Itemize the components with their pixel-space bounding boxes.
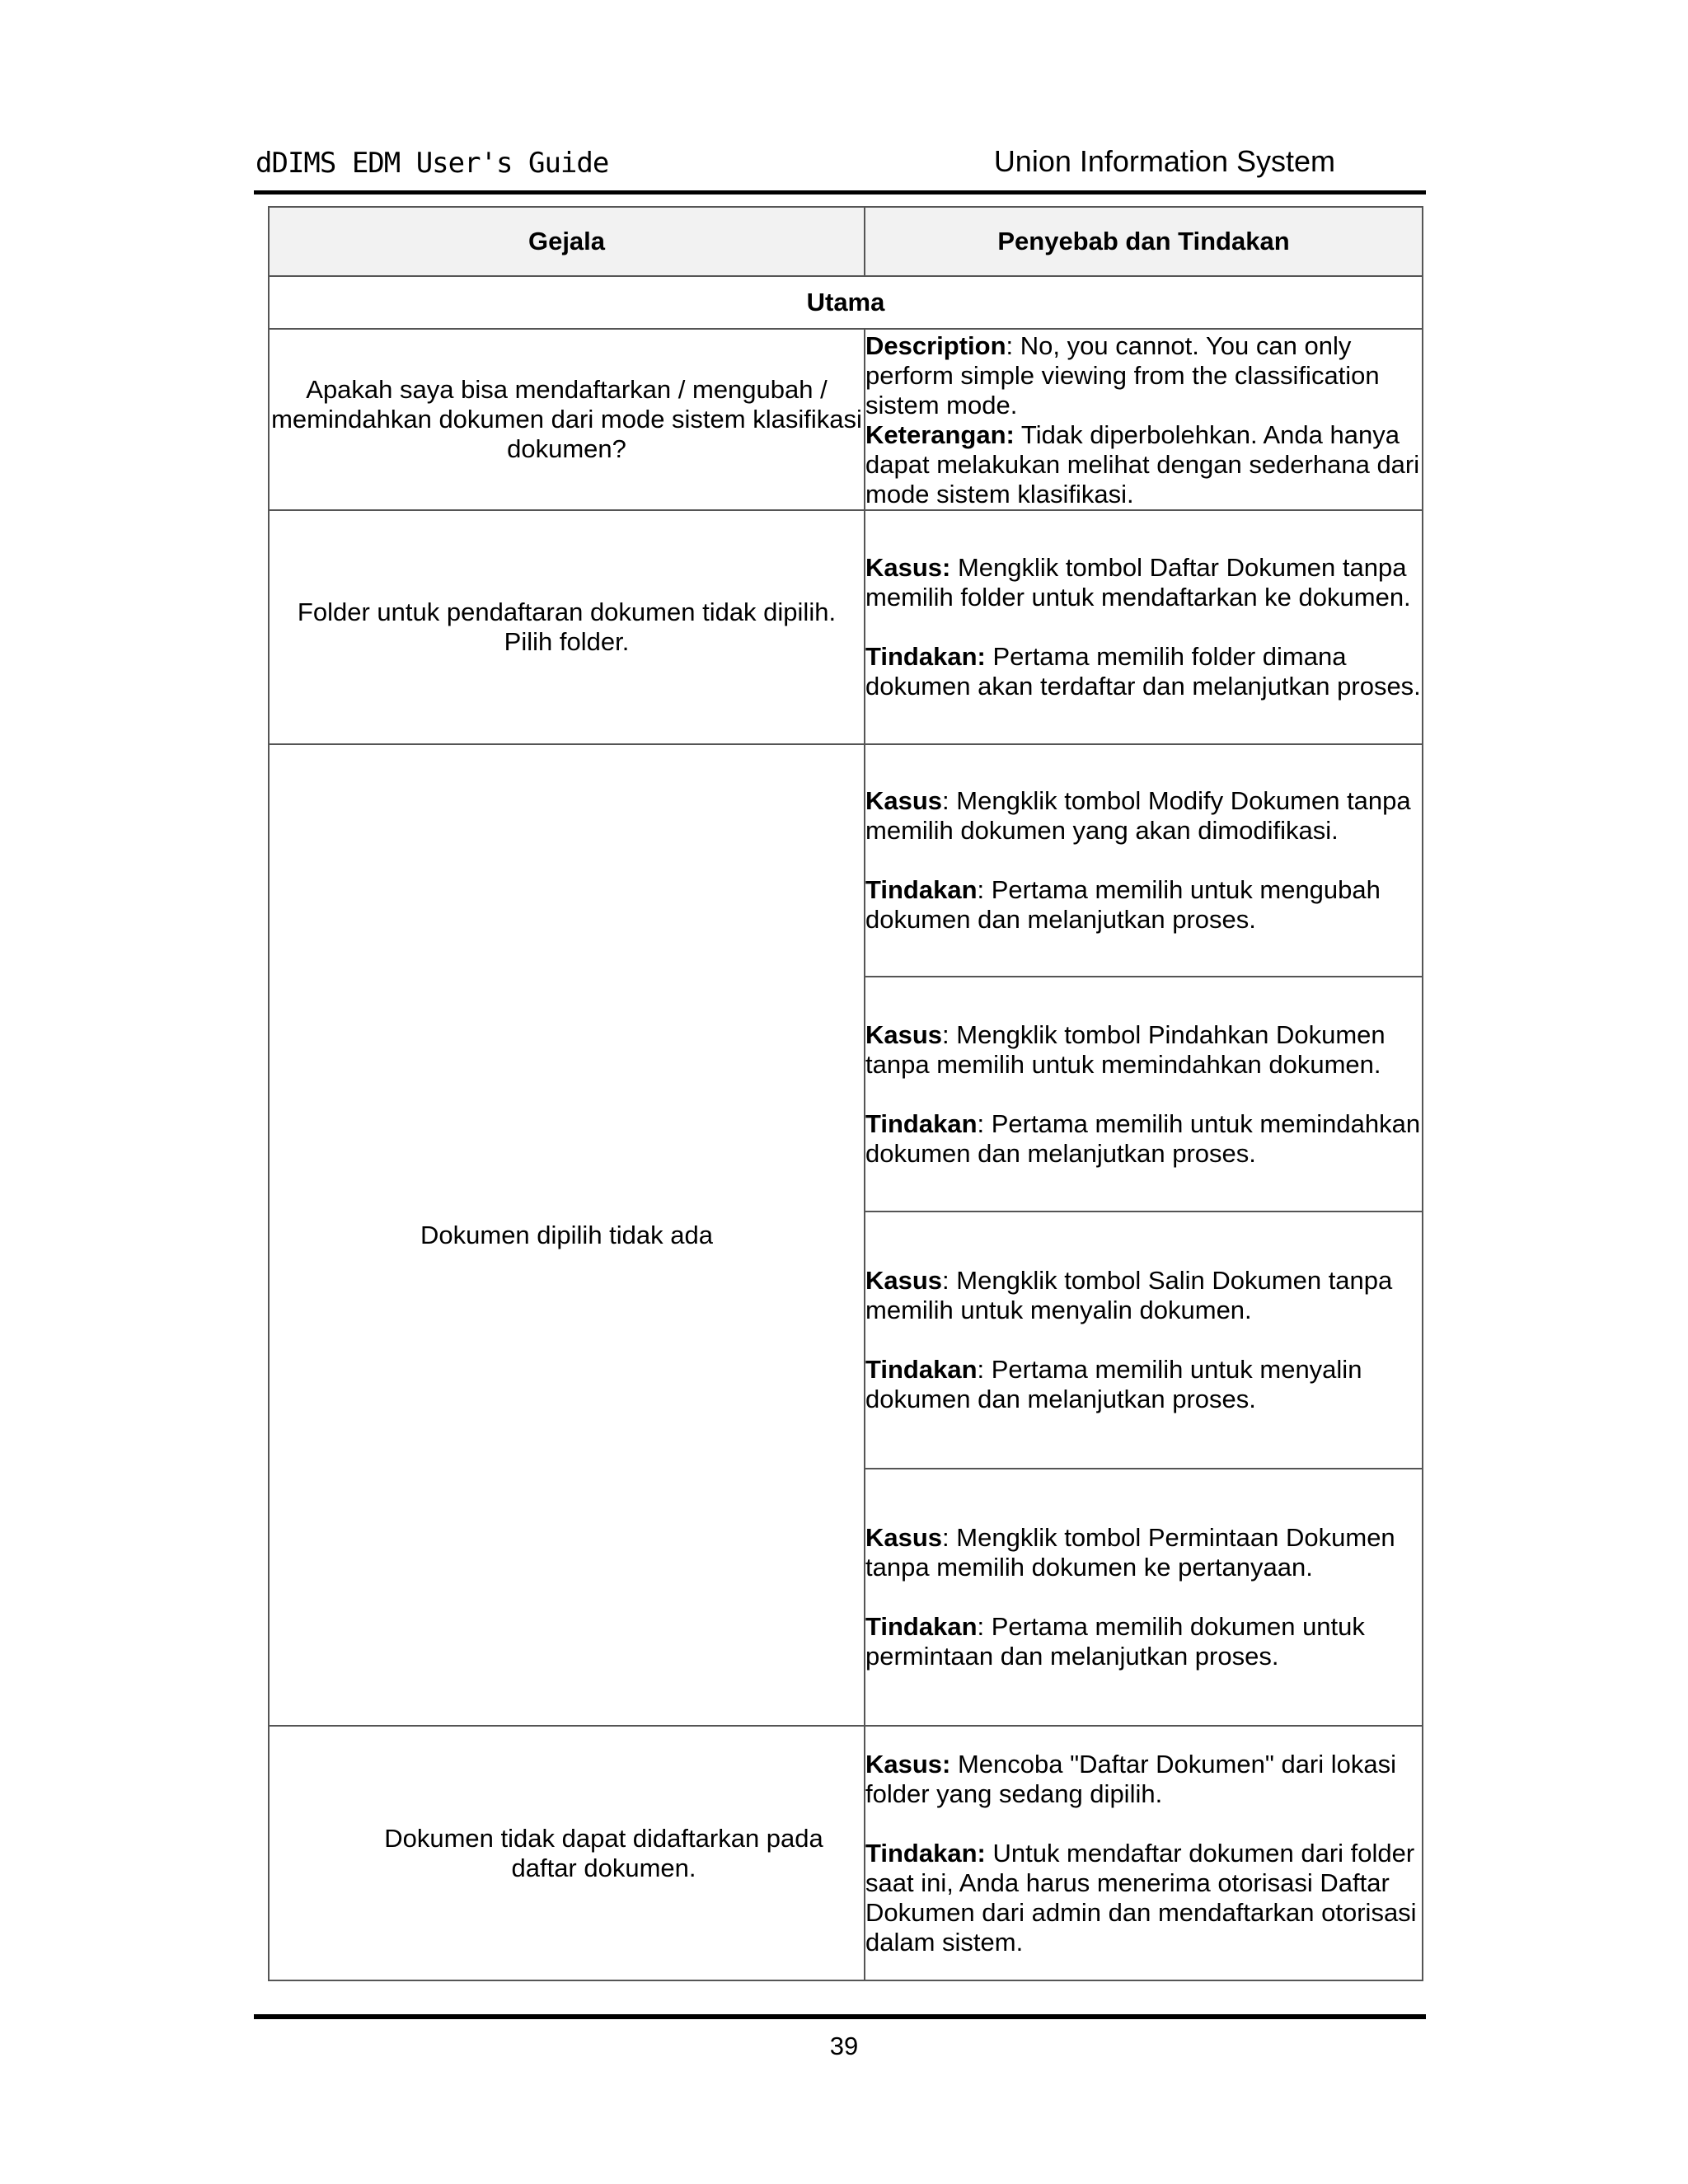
answer-label: Keterangan: [865,420,1015,449]
case-text: : Mengklik tombol Pindahkan Dokumen tanpa memilih untuk memindahkan dokumen. [865,1019,1386,1079]
symptom-text: Pilih folder. [504,627,630,656]
case-label: Kasus [865,786,943,815]
footer-rule [254,2014,1426,2019]
action-text: : Pertama memilih untuk mengubah dokumen dan melanjutkan proses. [865,875,1381,934]
answer-text: : No, you cannot. You can only perform simple viewing from the classification sistem mode. [865,331,1380,419]
company-name: Union Information System [993,144,1335,178]
header-rule [254,190,1426,194]
table-row [269,744,1423,977]
page-number: 39 [829,2032,859,2060]
action-label: Tindakan: [865,1838,986,1868]
case-label: Kasus: [865,553,951,582]
case-label: Kasus [865,1523,943,1552]
action-label: Tindakan: [865,642,986,671]
action-text: : Pertama memilih untuk memindahkan dokumen dan melanjutkan proses. [865,1108,1421,1168]
answer-cell [865,1469,1423,1726]
action-text: Pertama memilih folder dimana dokumen akan terdaftar dan melanjutkan proses. [865,642,1421,701]
case-text: Mencoba "Daftar Dokumen" dari lokasi folder yang sedang dipilih. [865,1749,1397,1808]
symptom-cell: Dokumen dipilih tidak ada [269,744,865,1726]
table-row [269,1726,1423,1980]
case-text: Mengklik tombol Daftar Dokumen tanpa memilih folder untuk mendaftarkan ke dokumen. [865,553,1411,612]
symptom-cell: Dokumen tidak dapat didaftarkan pada daftar dokumen. [269,1726,865,1980]
action-label: Tindakan [865,1355,978,1384]
answer-cell [865,977,1423,1212]
answer-cell [865,510,1423,744]
page-header [254,140,1426,190]
answer-cell [865,1212,1423,1469]
column-header-symptom: Gejala [269,207,865,276]
troubleshooting-table [268,206,1423,1981]
answer-text: Tidak diperbolehkan. Anda hanya dapat melakukan melihat dengan sederhana dari mode sistem klasifikasi. [865,420,1420,509]
symptom-cell [269,510,865,744]
answer-cell [865,329,1423,510]
action-label: Tindakan [865,1612,978,1641]
symptom-text: Folder untuk pendaftaran dokumen tidak dipilih. [297,598,837,626]
answer-label: Description [865,331,1006,360]
document-title: dDIMS EDM User's Guide [256,147,609,180]
symptom-cell: Apakah saya bisa mendaftarkan / mengubah / memindahkan dokumen dari mode sistem klasifikasi dokumen? [269,329,865,510]
table-row [269,510,1423,744]
case-text: : Mengklik tombol Salin Dokumen tanpa memilih untuk menyalin dokumen. [865,1266,1393,1324]
action-text: : Pertama memilih dokumen untuk permintaan dan melanjutkan proses. [865,1612,1365,1671]
answer-cell [865,744,1423,977]
action-label: Tindakan [865,875,978,904]
case-text: : Mengklik tombol Modify Dokumen tanpa memilih dokumen yang akan dimodifikasi. [865,786,1411,845]
action-text: Untuk mendaftar dokumen dari folder saat ini, Anda harus menerima otorisasi Daftar Dokumen dari admin dan mendaftarkan otorisasi dalam sistem. [865,1838,1417,1957]
section-title: Utama [269,276,1423,329]
answer-cell [865,1726,1423,1980]
table-row [269,329,1423,510]
table-header-row [269,207,1423,276]
case-text: : Mengklik tombol Permintaan Dokumen tanpa memilih dokumen ke pertanyaan. [865,1523,1395,1582]
case-label: Kasus: [865,1749,951,1779]
action-label: Tindakan [865,1108,978,1138]
section-row [269,276,1423,329]
case-label: Kasus [865,1019,943,1049]
column-header-cause-action: Penyebab dan Tindakan [865,207,1423,276]
action-text: : Pertama memilih untuk menyalin dokumen dan melanjutkan proses. [865,1355,1362,1413]
case-label: Kasus [865,1266,943,1295]
